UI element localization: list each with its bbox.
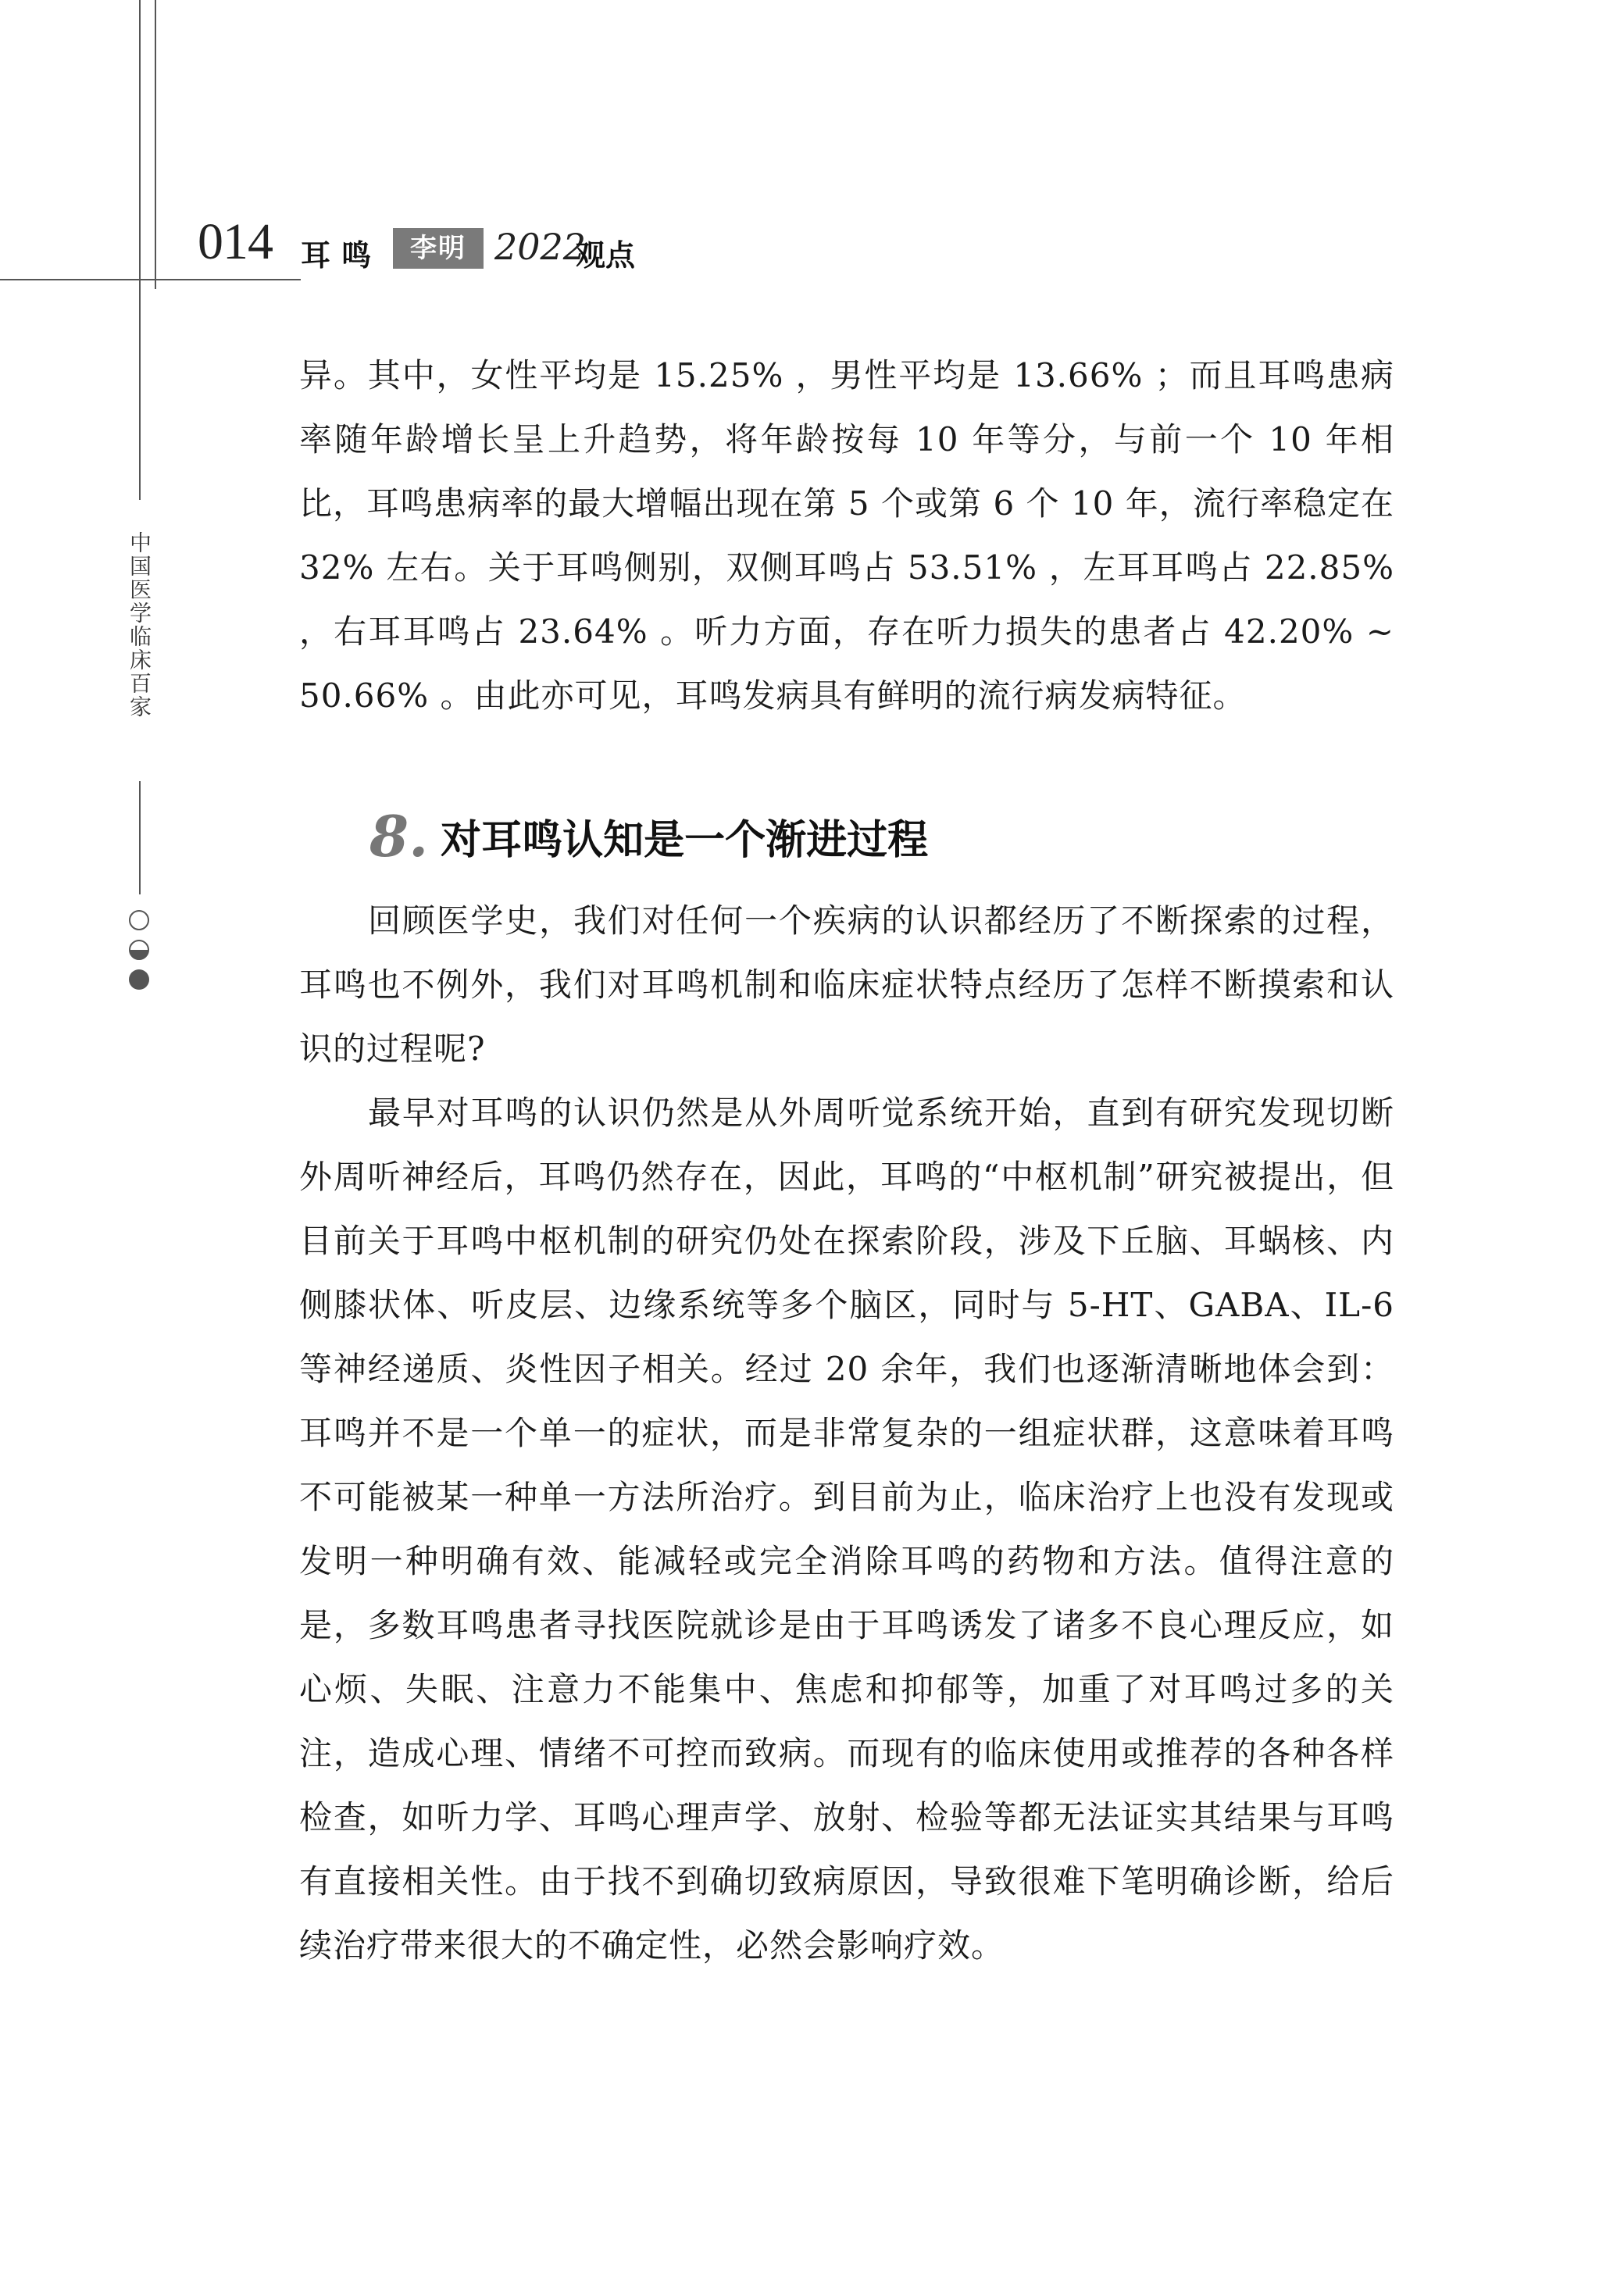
filled-circle-icon [129, 969, 149, 990]
book-title: 耳鸣 [301, 238, 383, 273]
author-badge: 李明 [393, 228, 484, 269]
header-year: 2022 [494, 226, 587, 268]
section-heading [369, 797, 1394, 875]
header-vertical-rule-outer [139, 0, 141, 355]
half-circle-icon [129, 940, 149, 960]
main-content [299, 344, 1394, 1978]
paragraph-2: 最早对耳鸣的认识仍然是从外周听觉系统开始，直到有研究发现切断外周听神经后，耳鸣仍然存在，因此，耳鸣的“中枢机制”研究被提出，但目前关于耳鸣中枢机制的研究仍处在探索阶段，涉及下丘脑、耳蜗核、内侧膝状体、听皮层、边缘系统等多个脑区，同时与 5-HT、GABA、IL-6 等神经递质、炎性因子相关。经过 20 余年，我们也逐渐清晰地体会到：耳鸣并不是一个单一的症状，而是非常复杂的一组症状群，这意味着耳鸣不可能被某一种单一方法所治疗。到目前为止，临床治疗上也没有发现或发明一种明确有效、能减轻或完全消除耳鸣的药物和方法。值得注意的是，多数耳鸣患者寻找医院就诊是由于耳鸣诱发了诸多不良心理反应，如心烦、失眠、注意力不能集中、焦虑和抑郁等，加重了对耳鸣过多的关注，造成心理、情绪不可控而致病。而现有的临床使用或推荐的各种各样检查，如听力学、耳鸣心理声学、放射、检验等都无法证实其结果与耳鸣有直接相关性。由于找不到确切致病原因，导致很难下笔明确诊断，给后续治疗带来很大的不确定性，必然会影响疗效。 [299, 1094, 1394, 1965]
header-vertical-rule-inner [155, 0, 156, 289]
side-rule-top [139, 355, 141, 500]
header-horizontal-rule [0, 279, 301, 280]
section-number: 8. [369, 802, 429, 869]
header-suffix: 观点 [576, 238, 636, 273]
paragraph-1: 回顾医学史，我们对任何一个疾病的认识都经历了不断探索的过程，耳鸣也不例外，我们对耳鸣机制和临床症状特点经历了怎样不断摸索和认识的过程呢? [299, 901, 1394, 1068]
side-rule-bottom [139, 781, 141, 894]
series-label: 中国医学临床百家 [127, 531, 152, 719]
empty-circle-icon [129, 910, 149, 930]
section-title: 对耳鸣认知是一个渐进过程 [441, 816, 929, 864]
page-number: 014 [198, 213, 273, 270]
intro-paragraph: 异。其中，女性平均是 15.25% ，男性平均是 13.66% ；而且耳鸣患病率随年龄增长呈上升趋势，将年龄按每 10 年等分，与前一个 10 年相比，耳鸣患病率的最大增幅出现在第 5 个或第 6 个 10 年，流行率稳定在 32% 左右。关于耳鸣侧别，双侧耳鸣占 53.51% ，左耳耳鸣占 22.85% ，右耳耳鸣占 23.64% 。听力方面，存在听力损失的患者占 42.20% ~ 50.66% 。由此亦可见，耳鸣发病具有鲜明的流行病发病特征。 [299, 356, 1394, 715]
